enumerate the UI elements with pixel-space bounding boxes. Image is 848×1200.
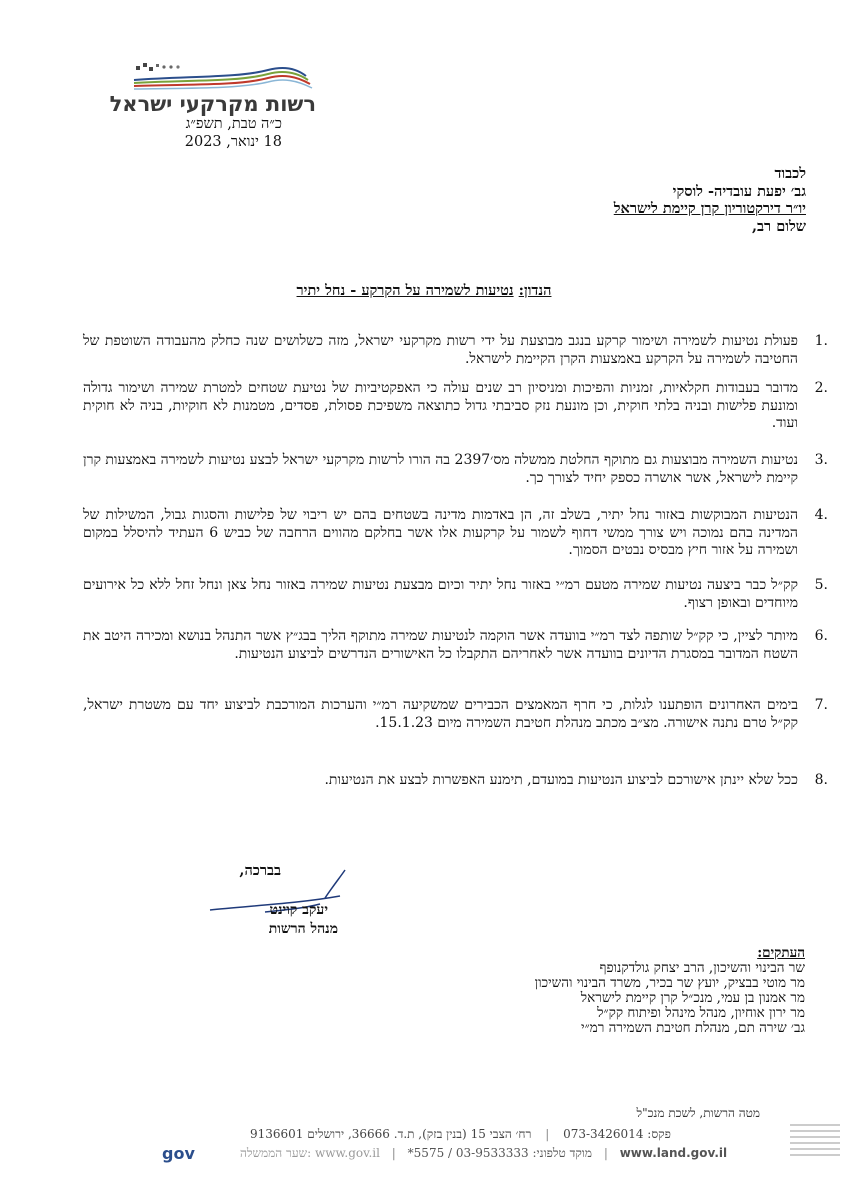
paragraph-number: .6 bbox=[814, 628, 828, 644]
footer-separator: | bbox=[603, 1146, 608, 1160]
paragraph-number: .4 bbox=[814, 507, 828, 523]
footer-gov-portal[interactable]: שער הממשלה: www.gov.il bbox=[240, 1146, 380, 1160]
paragraph-text: מיותר לציין, כי קק״ל שותפה לצד רמ״י בוועדה אשר הוקמה לנטיעות שמירה מתוקף הליך בבג״ץ אשר התנהל בנושא ומכירה היטב את השטח המדובר במסגרת הדיונים בוועדה אשר לאחריהם התקבלו כל האישורים הנדרשים לביצוע הנטיעות. bbox=[83, 628, 798, 662]
footer-phone: מוקד טלפוני: 03-9533333 / 5575* bbox=[407, 1146, 592, 1160]
date-gregorian: 18 ינואר, 2023 bbox=[184, 134, 282, 150]
footer-address-line bbox=[250, 1127, 671, 1142]
subject-line bbox=[0, 282, 848, 300]
paragraph-number: .2 bbox=[814, 380, 828, 396]
paragraph-text: ככל שלא יינתן אישורכם לביצוע הנטיעות במועדם, תימנע האפשרות לבצע את הנטיעות. bbox=[324, 772, 798, 788]
addressee-to: לכבוד bbox=[774, 165, 806, 182]
paragraph-number: .7 bbox=[814, 697, 828, 713]
copies-item: מר ירון אוחיון, מנהל מינהל ופיתוח קק״ל bbox=[597, 1005, 805, 1021]
copies-item: מר מוטי בבציק, יועץ שר בכיר, משרד הבינוי והשיכון bbox=[534, 975, 805, 991]
paragraph-4 bbox=[83, 507, 828, 560]
footer-separator: | bbox=[545, 1127, 550, 1141]
paragraph-2 bbox=[83, 380, 828, 433]
paragraph-1 bbox=[83, 333, 828, 368]
copies-title: העתקים: bbox=[757, 945, 805, 961]
paragraph-6 bbox=[83, 628, 828, 663]
paragraph-number: .8 bbox=[814, 772, 828, 788]
org-name: רשות מקרקעי ישראל bbox=[109, 92, 316, 116]
copies-item: שר הבינוי והשיכון, הרב יצחק גולדקנופף bbox=[599, 960, 805, 976]
gov-logo: gov bbox=[162, 1144, 195, 1163]
copies-list bbox=[405, 946, 805, 1036]
footer-contact-line bbox=[240, 1146, 727, 1161]
copies-item: גב׳ שירה תם, מנהלת חטיבת השמירה רמ״י bbox=[581, 1020, 805, 1036]
footer-website[interactable]: www.land.gov.il bbox=[619, 1146, 728, 1160]
paragraph-text: בימים האחרונים הופתענו לגלות, כי חרף המאמצים הכבירים שמשקיעה רמ״י והערכות המורכבת לביצוע יחד עם משטרת ישראל, קק״ל טרם נתנה אישורה. מצ״ב מכתב מנהלת חטיבת השמירה מיום 15.1.23. bbox=[83, 697, 798, 731]
footer-separator: | bbox=[391, 1146, 396, 1160]
signature-title: מנהל הרשות bbox=[268, 921, 338, 937]
paragraph-text: הנטיעות המבוקשות באזור נחל יתיר, בשלב זה, הן באדמות מדינה בשטחים בהם יש ריבוי של פלישות והסגות גבול, המשילות של המדינה בהם נמוכה ויש צורך ממשי דחוף לשמור על קרקעות אלו אשר בחלקם מהווים הרחבה של כביש 6 העתיד להיסלל במקום ושמירה על אזור חיץ מבסיס נבטים הסמוך. bbox=[83, 507, 798, 558]
subject-label: הנדון: bbox=[518, 282, 552, 299]
subject-text: נטיעות לשמירה על הקרקע - נחל יתיר bbox=[296, 282, 514, 299]
paragraph-7 bbox=[83, 697, 828, 732]
paragraph-5 bbox=[83, 577, 828, 612]
signature-name: יעקב קוינט bbox=[269, 902, 328, 918]
paragraph-number: .3 bbox=[814, 452, 828, 468]
footer-office: מטה הרשות, לשכת מנכ"ל bbox=[636, 1106, 760, 1120]
addressee-role: יו״ר דירקטוריון קרן קיימת לישראל bbox=[613, 200, 806, 217]
addressee-block bbox=[446, 165, 806, 235]
paragraph-number: .5 bbox=[814, 577, 828, 593]
salutation: שלום רב, bbox=[751, 217, 806, 235]
paragraph-text: נטיעות השמירה מבוצעות גם מתוקף החלטת ממשלה מס׳2397 בה הורו לרשות מקרקעי ישראל לבצע נטיעות לשמירה באמצעות קרן קיימת לישראל, אשר אושרה כספק יחיד לצורך כך. bbox=[83, 452, 798, 486]
footer-address: רח׳ הצבי 15 (בנין בזק), ת.ד. 36666, ירושלים 9136601 bbox=[250, 1127, 532, 1141]
copies-item: מר אמנון בן עמי, מנכ״ל קרן קיימת לישראל bbox=[580, 990, 805, 1006]
signature-greeting: בברכה, bbox=[239, 862, 281, 879]
paragraph-3 bbox=[83, 452, 828, 487]
addressee-name: גב׳ יפעת עובדיה- לוסקי bbox=[672, 182, 806, 200]
paragraph-8 bbox=[83, 772, 828, 790]
paragraph-text: פעולת נטיעות לשמירה ושימור קרקע בנגב מבוצעת על ידי רשות מקרקעי ישראל, מזה כשלושים שנה כחלק מהעבודה השוטפת של החטיבה לשמירה על הקרקע באמצעות הקרן הקיימת לישראל. bbox=[83, 333, 798, 367]
paragraph-text: מדובר בעבודות חקלאיות, זמניות והפיכות ומניסיון רב שנים עולה כי האפקטיביות של נטיעת שטחים למטרת שמירה ושימור גדולה ומונעת פלישות ובניה בלתי חוקית, וכן מונעת נזק סביבתי גדול כתוצאה משפיכת פסולת, פסדים, מטמנות לא חוקיות, בניה לא חוקית ועוד. bbox=[83, 380, 798, 431]
footer-stripes-decoration bbox=[790, 1122, 840, 1162]
paragraph-number: .1 bbox=[814, 333, 828, 349]
date-hebrew: כ״ה טבת, תשפ״ג bbox=[185, 116, 282, 132]
paragraph-text: קק״ל כבר ביצעה נטיעות שמירה מטעם רמ״י באזור נחל יתיר וכיום מבצעת נטיעות שמירה באזור נחל צאן ונחל זחל ללא כל אירועים מיוחדים ובאופן רצוף. bbox=[83, 577, 799, 611]
footer-fax: פקס: 073-3426014 bbox=[563, 1127, 671, 1141]
